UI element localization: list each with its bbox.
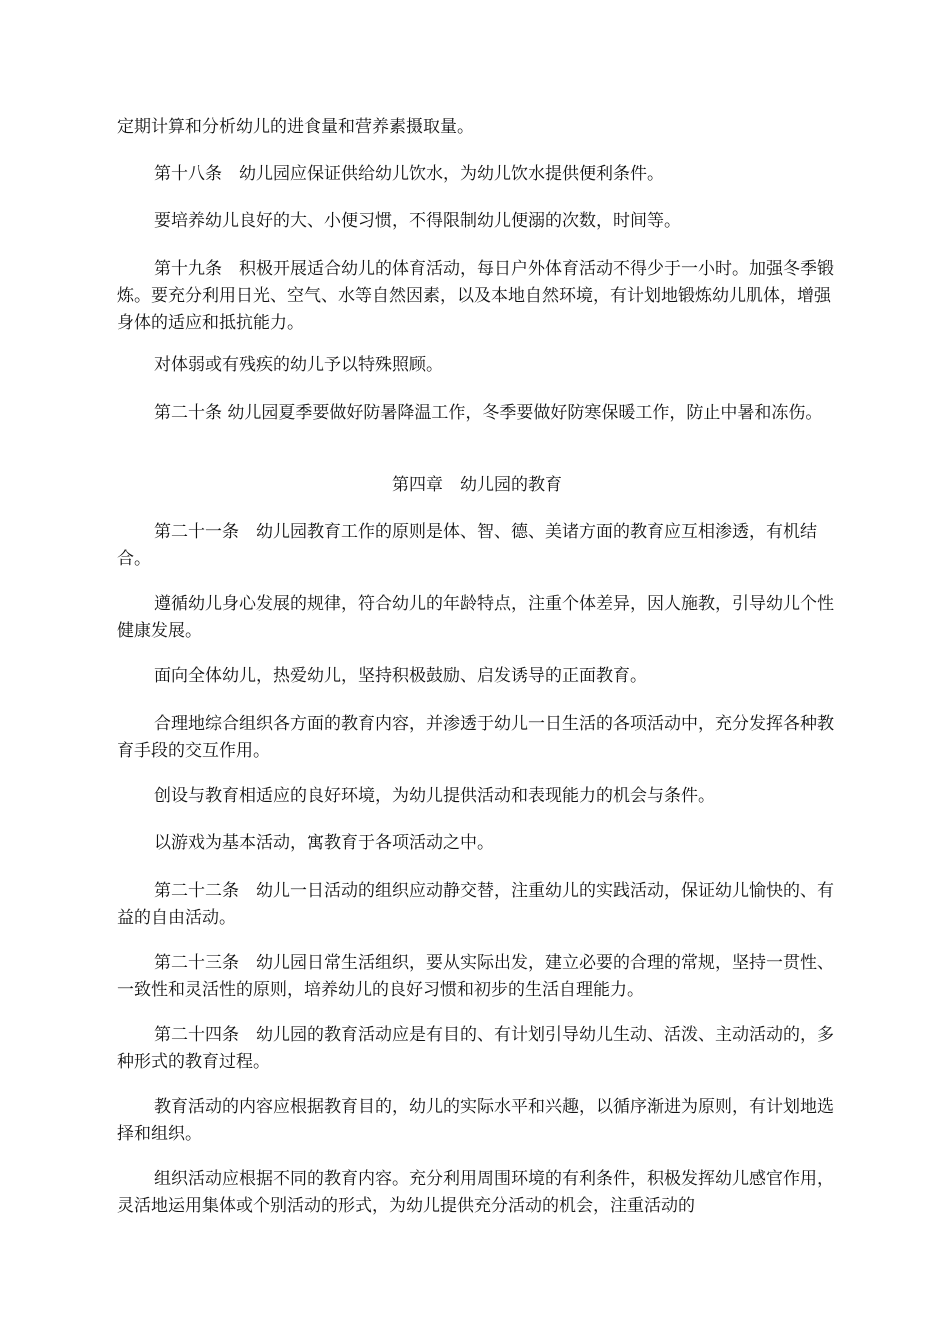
article-22: 第二十二条 幼儿一日活动的组织应动静交替，注重幼儿的实践活动，保证幼儿愉快的、有益的自由活动。 [117,881,834,928]
article-19: 第十九条 积极开展适合幼儿的体育活动，每日户外体育活动不得少于一小时。加强冬季锻炼。要充分利用日光、空气、水等自然因素，以及本地自然环境，有计划地锻炼幼儿肌体，增强身体的适应和抵抗能力。 [117,259,834,333]
article-21: 第二十一条 幼儿园教育工作的原则是体、智、德、美诸方面的教育应互相渗透，有机结合。 [117,522,817,569]
paragraph: 组织活动应根据不同的教育内容。充分利用周围环境的有利条件，积极发挥幼儿感官作用，灵活地运用集体或个别活动的形式，为幼儿提供充分活动的机会，注重活动的 [117,1169,834,1216]
article-20: 第二十条 幼儿园夏季要做好防暑降温工作，冬季要做好防寒保暖工作，防止中暑和冻伤。 [154,403,823,423]
article-18: 第十八条 幼儿园应保证供给幼儿饮水，为幼儿饮水提供便利条件。 [154,164,664,184]
paragraph-continued: 定期计算和分析幼儿的进食量和营养素摄取量。 [117,117,474,137]
article-23: 第二十三条 幼儿园日常生活组织，要从实际出发，建立必要的合理的常规，坚持一贯性、一致性和灵活性的原则，培养幼儿的良好习惯和初步的生活自理能力。 [117,953,834,1000]
paragraph: 创设与教育相适应的良好环境，为幼儿提供活动和表现能力的机会与条件。 [154,786,715,806]
paragraph: 要培养幼儿良好的大、小便习惯，不得限制幼儿便溺的次数，时间等。 [154,211,681,231]
paragraph: 遵循幼儿身心发展的规律，符合幼儿的年龄特点，注重个体差异，因人施教，引导幼儿个性健康发展。 [117,594,834,641]
article-24: 第二十四条 幼儿园的教育活动应是有目的、有计划引导幼儿生动、活泼、主动活动的，多种形式的教育过程。 [117,1025,834,1072]
paragraph: 对体弱或有残疾的幼儿予以特殊照顾。 [154,355,443,375]
paragraph: 面向全体幼儿，热爱幼儿，坚持积极鼓励、启发诱导的正面教育。 [154,666,647,686]
chapter-heading: 第四章 幼儿园的教育 [392,475,562,495]
paragraph: 以游戏为基本活动，寓教育于各项活动之中。 [154,833,494,853]
paragraph: 合理地综合组织各方面的教育内容，并渗透于幼儿一日生活的各项活动中，充分发挥各种教育手段的交互作用。 [117,714,834,761]
paragraph: 教育活动的内容应根据教育目的，幼儿的实际水平和兴趣，以循序渐进为原则，有计划地选择和组织。 [117,1097,834,1144]
